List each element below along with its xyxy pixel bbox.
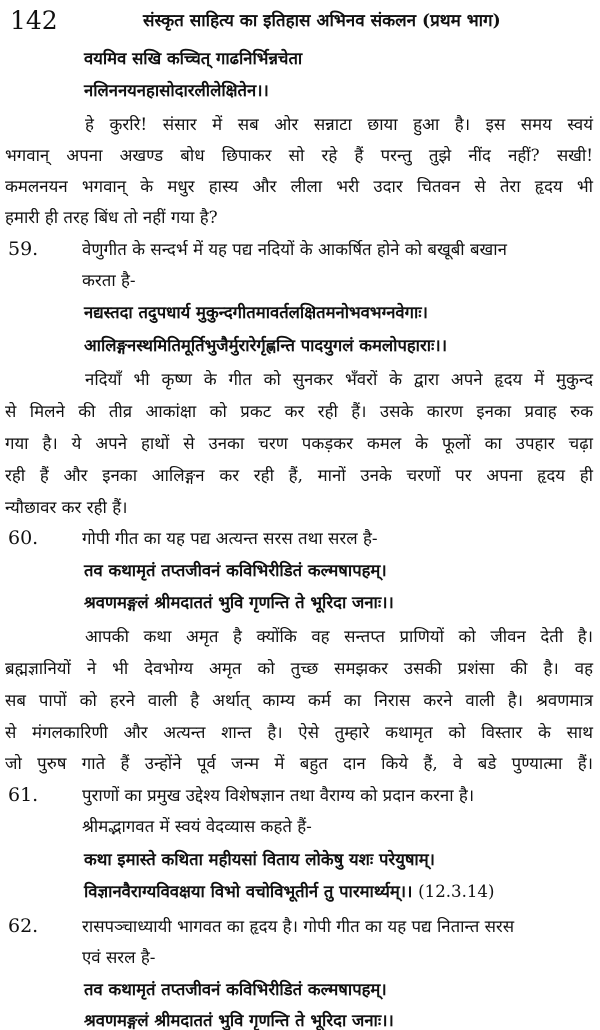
verse-line: श्रवणमङ्गलं श्रीमदाततं भुवि गृणन्ति ते भूरिदा जनाः।। bbox=[84, 592, 394, 612]
section-number: 62. bbox=[8, 915, 39, 937]
translation-line: आपकी कथा अमृत है क्योंकि वह सन्तप्त प्राणियों को जीवन देती है। bbox=[85, 626, 593, 646]
verse-line: नद्यस्तदा तदुपधार्य मुकुन्दगीतमावर्तलक्षितमनोभवभग्नवेगाः। bbox=[84, 302, 428, 322]
verse-line: आलिङ्गनस्थमितिमूर्तिभुजैर्मुरारेर्गृह्णन्ति पादयुगलं कमलोपहाराः।। bbox=[84, 335, 447, 355]
verse-line: नलिननयनहासोदारलीलेक्षितेन।। bbox=[84, 80, 269, 100]
page-number: 142 bbox=[10, 6, 58, 35]
translation-line: भगवान् अपना अखण्ड बोध छिपाकर सो रहे हैं परन्तु तुझे नींद नहीं? सखी! bbox=[5, 145, 593, 165]
translation-line: सब पापों को हरने वाली है अर्थात् काम्य कर्म का निरास करने वाली है। श्रवणमात्र bbox=[5, 690, 593, 710]
verse-line: श्रवणमङ्गलं श्रीमदाततं भुवि गृणन्ति ते भूरिदा जनाः।। bbox=[84, 1010, 394, 1030]
translation-line: कमलनयन भगवान् के मधुर हास्य और लीला भरी उदार चितवन से तेरा हृदय भी bbox=[5, 176, 593, 196]
verse-line: वयमिव सखि कच्चित् गाढनिर्भिन्नचेता bbox=[84, 48, 303, 68]
translation-line: से मंगलकारिणी और अत्यन्त शान्त है। ऐसे तुम्हारे कथामृत को विस्तार के साथ bbox=[5, 722, 593, 742]
section-intro: एवं सरल है- bbox=[82, 947, 156, 967]
translation-line: न्यौछावर कर रही हैं। bbox=[5, 497, 128, 517]
verse-reference: (12.3.14) bbox=[418, 882, 495, 901]
running-title: संस्कृत साहित्य का इतिहास अभिनव संकलन (प्रथम भाग) bbox=[143, 11, 501, 31]
verse-line: तव कथामृतं तप्तजीवनं कविभिरीडितं कल्मषापहम्। bbox=[84, 979, 387, 999]
section-intro: वेणुगीत के सन्दर्भ में यह पद्य नदियों के आकर्षित होने को बखूबी बखान bbox=[82, 239, 507, 259]
section-intro: पुराणों का प्रमुख उद्देश्य विशेषज्ञान तथा वैराग्य को प्रदान करना है। bbox=[82, 785, 475, 805]
verse-line: तव कथामृतं तप्तजीवनं कविभिरीडितं कल्मषापहम्। bbox=[84, 560, 387, 580]
verse-line bbox=[84, 881, 494, 902]
translation-line: रही हैं और इनका आलिङ्गन कर रही हैं, मानों उनके चरणों पर अपना हृदय ही bbox=[5, 465, 593, 485]
section-intro: रासपञ्चाध्यायी भागवत का हृदय है। गोपी गीत का यह पद्य नितान्त सरस bbox=[82, 916, 515, 936]
translation-line: गया है। ये अपने हाथों से उनका चरण पकड़कर कमल के फूलों का उपहार चढ़ा bbox=[5, 433, 593, 453]
translation-line: हे कुररि! संसार में सब ओर सन्नाटा छाया हुआ है। इस समय स्वयं bbox=[85, 114, 593, 134]
section-number: 61. bbox=[8, 784, 39, 806]
page-header bbox=[0, 4, 600, 36]
verse-line: कथा इमास्ते कथिता महीयसां विताय लोकेषु यशः परेयुषाम्। bbox=[84, 849, 435, 869]
section-number: 60. bbox=[8, 527, 39, 549]
translation-line: जो पुरुष गाते हैं उन्होंने पूर्व जन्म में बहुत दान किये हैं, वे बडे पुण्यात्मा हैं। bbox=[5, 753, 593, 773]
translation-line: हमारी ही तरह बिंध तो नहीं गया है? bbox=[5, 207, 218, 227]
section-intro: श्रीमद्भागवत में स्वयं वेदव्यास कहते हैं- bbox=[82, 816, 312, 836]
translation-line: से मिलने की तीव्र आकांक्षा को प्रकट कर रही हैं। उसके कारण इनका प्रवाह रुक bbox=[5, 401, 593, 421]
section-intro: गोपी गीत का यह पद्य अत्यन्त सरस तथा सरल है- bbox=[82, 528, 378, 548]
verse-text: विज्ञानवैराग्यविवक्षया विभो वचोविभूतीर्न तु पारमार्थ्यम्।। bbox=[84, 881, 413, 901]
translation-line: ब्रह्मज्ञानियों ने भी देवभोग्य अमृत को तुच्छ समझकर उसकी प्रशंसा की है। वह bbox=[5, 658, 593, 678]
translation-line: नदियाँ भी कृष्ण के गीत को सुनकर भँवरों के द्वारा अपने हृदय में मुकुन्द bbox=[85, 369, 593, 389]
section-intro: करता है- bbox=[82, 270, 136, 290]
section-number: 59. bbox=[8, 238, 39, 260]
